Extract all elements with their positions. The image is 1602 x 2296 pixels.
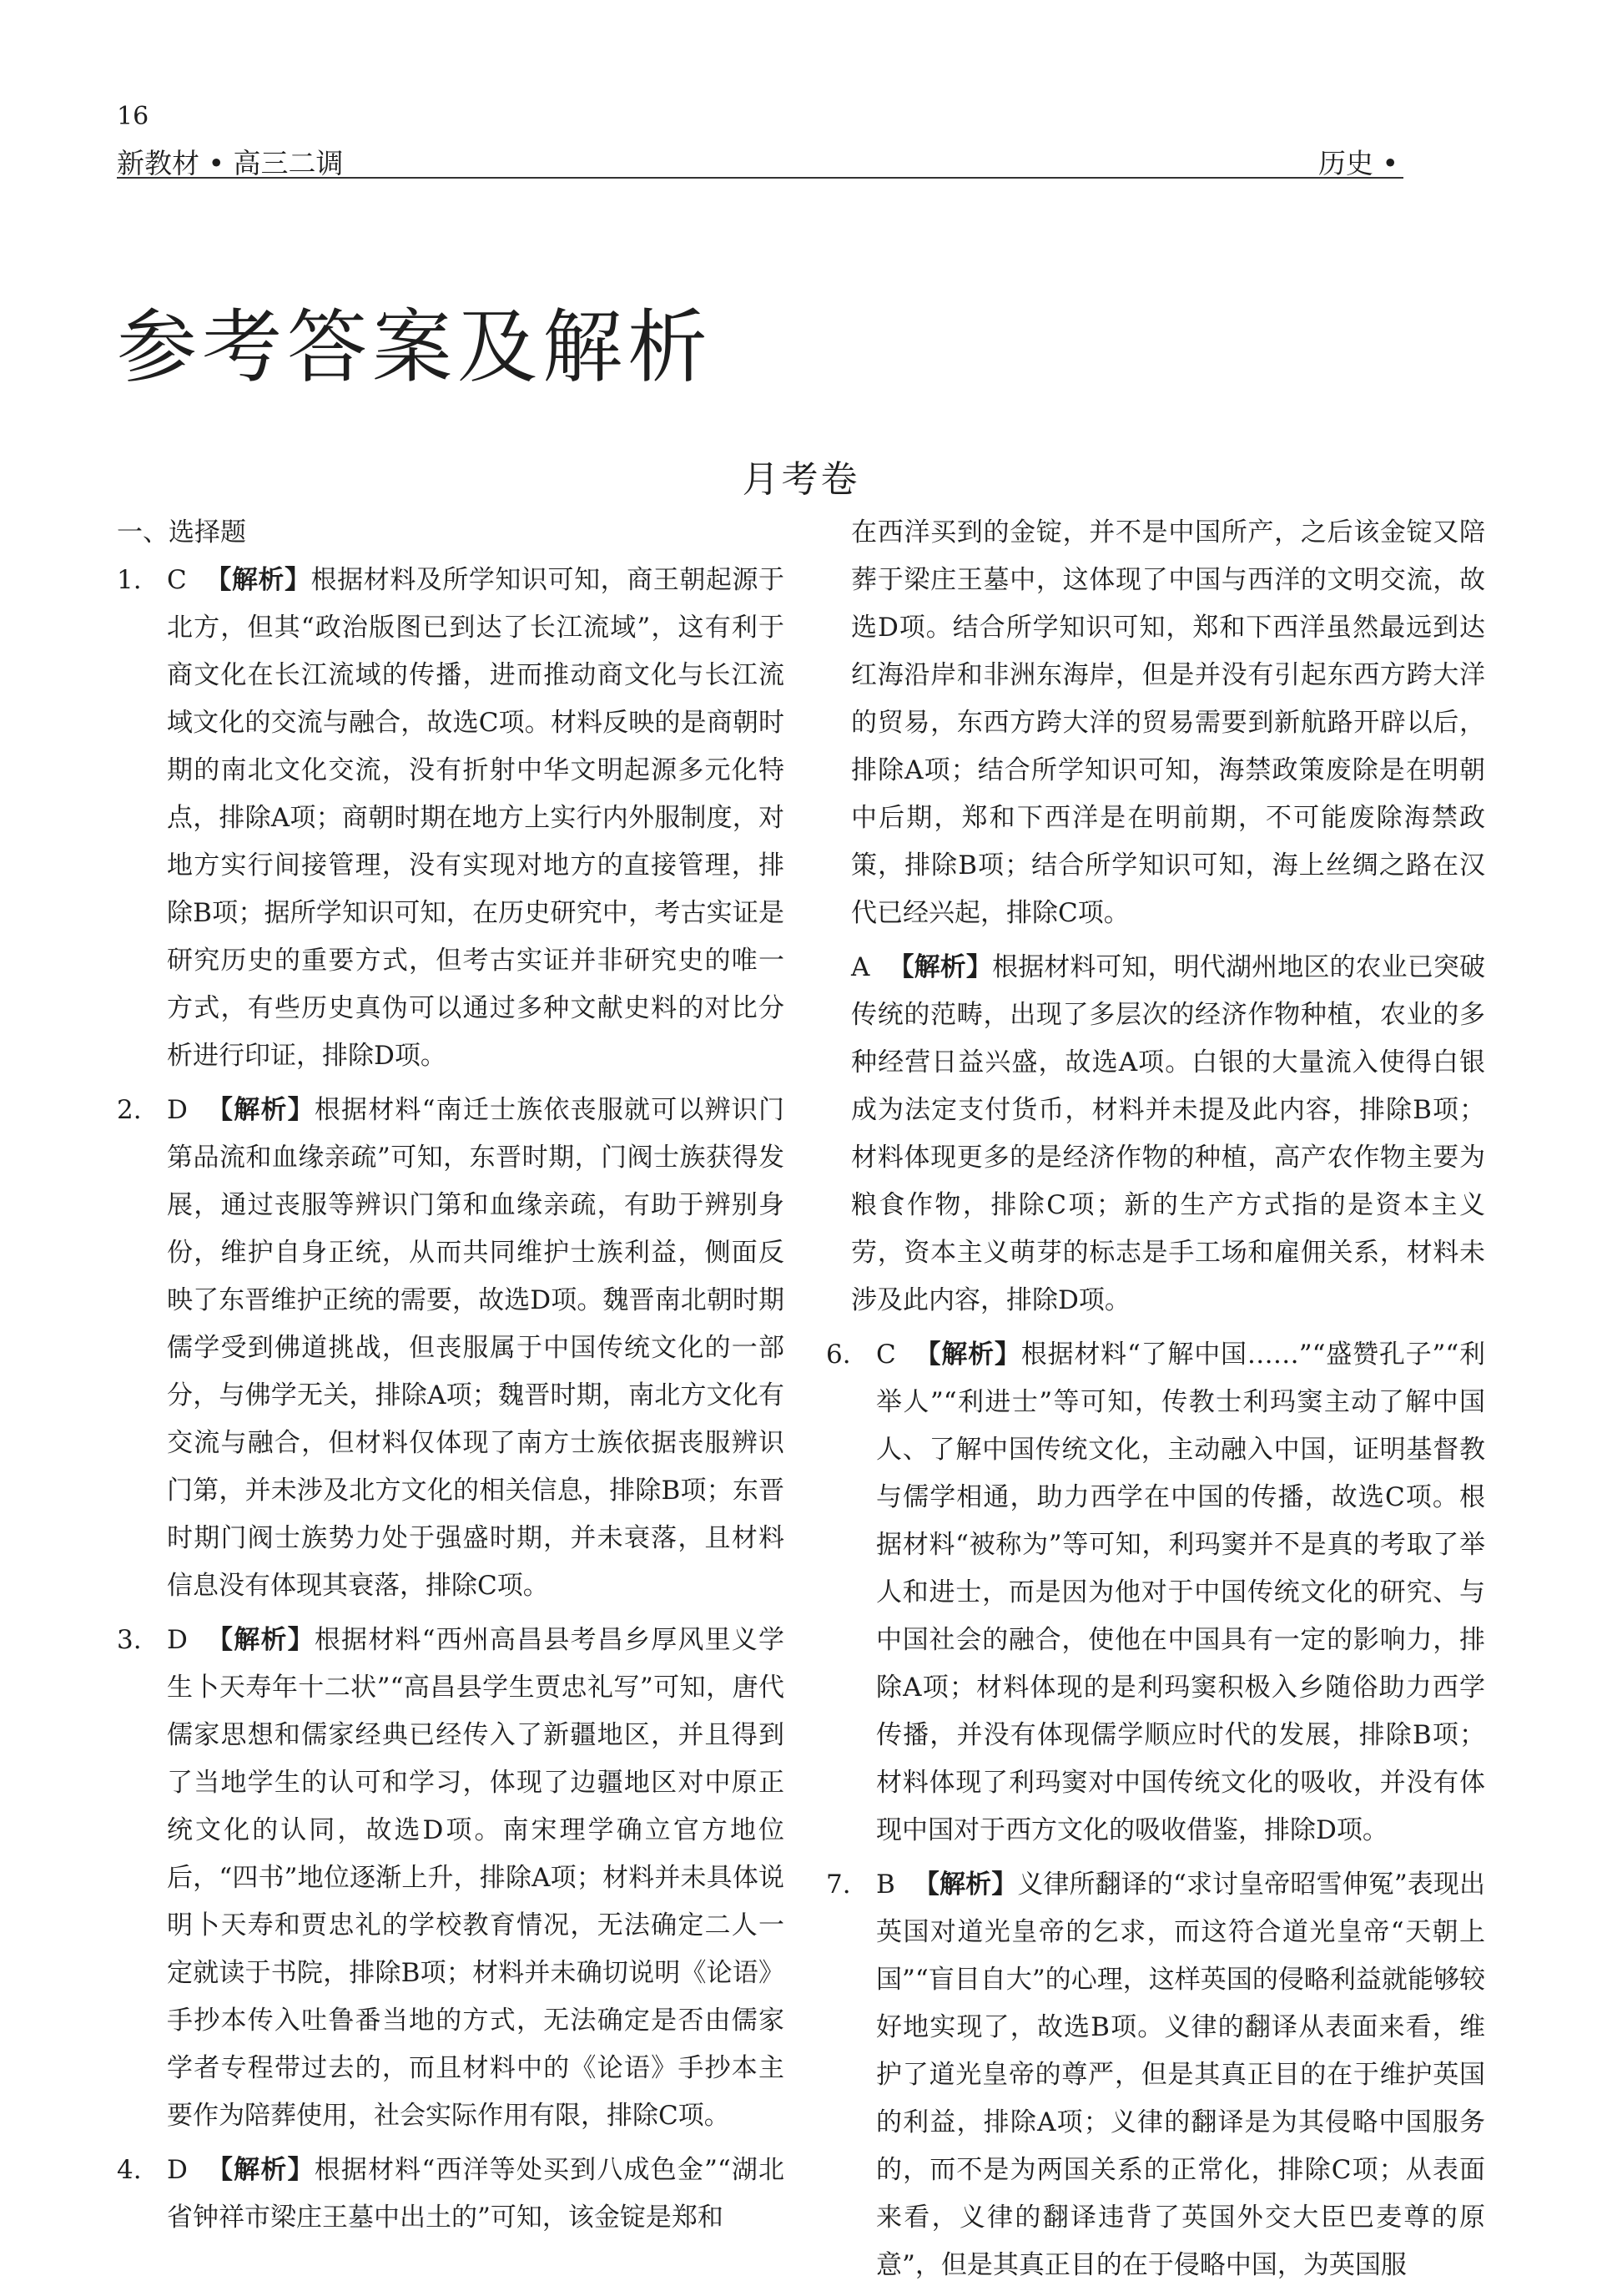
item-explanation: 根据材料“西洋等处买到八成色金”“湖北省钟祥市梁庄王墓中出土的”可知，该金锭是郑和 <box>167 2155 785 2233</box>
answer-item-continued <box>826 509 1485 937</box>
page-title: 参考答案及解析 <box>117 300 713 394</box>
item-answer: C <box>876 1340 896 1370</box>
item-number: 2. <box>117 1095 142 1125</box>
running-header <box>117 142 1403 179</box>
item-answer: D <box>167 2155 188 2185</box>
analysis-tag: 【解析】 <box>913 1870 1018 1900</box>
item-explanation: 根据材料“了解中国……”“盛赞孔子”“利举人”“利进士”等可知，传教士利玛窦主动了解中国人、了解中国传统文化，主动融入中国，证明基督教与儒学相通，助力西学在中国的传播，故选C项。根据材料“被称为”等可知，利玛窦并不是真的考取了举人和进士，而是因为他对于中国传统文化的研究、与中国社会的融合，使他在中国具有一定的影响力，排除A项；材料体现的是利玛窦积极入乡随俗助力西学传播，并没有体现儒学顺应时代的发展，排除B项；材料体现了利玛窦对中国传统文化的吸收，并没有体现中国对于西方文化的吸收借鉴，排除D项。 <box>876 1340 1486 1845</box>
analysis-tag: 【解析】 <box>205 2155 315 2185</box>
analysis-tag: 【解析】 <box>205 1625 315 1655</box>
right-column <box>826 509 1485 2296</box>
item-explanation: 根据材料及所学知识可知，商王朝起源于北方，但其“政治版图已到达了长江流域”，这有利于商文化在长江流域的传播，进而推动商文化与长江流域文化的交流与融合，故选C项。材料反映的是商朝时期的南北文化交流，没有折射中华文明起源多元化特点，排除A项；商朝时期在地方上实行内外服制度，对地方实行间接管理，没有实现对地方的直接管理，排除B项；据所学知识可知，在历史研究中，考古实证是研究历史的重要方式，但考古实证并非研究史的唯一方式，有些历史真伪可以通过多种文献史料的对比分析进行印证，排除D项。 <box>167 565 785 1071</box>
item-answer: A <box>851 952 870 982</box>
answer-item <box>117 557 784 1080</box>
item-number: 1. <box>117 565 142 595</box>
answer-item <box>826 944 1485 1325</box>
item-answer: C <box>167 565 187 595</box>
analysis-tag: 【解析】 <box>914 1340 1021 1370</box>
page-number: 16 <box>117 102 149 131</box>
section-heading: 一、选择题 <box>117 517 246 548</box>
analysis-tag: 【解析】 <box>205 1095 315 1125</box>
item-explanation: 根据材料“西州高昌县考昌乡厚风里义学生卜天寿年十二状”“高昌县学生贾忠礼写”可知，唐代儒家思想和儒家经典已经传入了新疆地区，并且得到了当地学生的认可和学习，体现了边疆地区对中原正统文化的认同，故选D项。南宋理学确立官方地位后，“四书”地位逐渐上升，排除A项；材料并未具体说明卜天寿和贾忠礼的学校教育情况，无法确定二人一定就读于书院，排除B项；材料并未确切说明《论语》手抄本传入吐鲁番当地的方式，无法确定是否由儒家学者专程带过去的，而且材料中的《论语》手抄本主要作为陪葬使用，社会实际作用有限，排除C项。 <box>167 1625 784 2131</box>
answer-item <box>117 1617 784 2140</box>
item-explanation: 根据材料“南迁士族依丧服就可以辨识门第品流和血缘亲疏”可知，东晋时期，门阀士族获得发展，通过丧服等辨识门第和血缘亲疏，有助于辨别身份，维护自身正统，从而共同维护士族利益，侧面反映了东晋维护正统的需要，故选D项。魏晋南北朝时期儒学受到佛道挑战，但丧服属于中国传统文化的一部分，与佛学无关，排除A项；魏晋时期，南北方文化有交流与融合，但材料仅体现了南方士族依据丧服辨识门第，并未涉及北方文化的相关信息，排除B项；东晋时期门阀士族势力处于强盛时期，并未衰落，且材料信息没有体现其衰落，排除C项。 <box>167 1095 784 1601</box>
section-title: 月考卷 <box>742 458 860 501</box>
header-left: 新教材 • 高三二调 <box>117 147 344 179</box>
answer-item <box>826 1331 1485 1854</box>
item-answer: D <box>167 1625 188 1655</box>
left-column <box>117 509 784 2248</box>
answer-item <box>117 2147 784 2242</box>
analysis-tag: 【解析】 <box>888 952 992 982</box>
item-explanation: 根据材料可知，明代湖州地区的农业已突破传统的范畴，出现了多层次的经济作物种植，农业的多种经营日益兴盛，故选A项。白银的大量流入使得白银成为法定支付货币，材料并未提及此内容，排除B项；材料体现更多的是经济作物的种植，高产农作物主要为粮食作物，排除C项；新的生产方式指的是资本主义劳，资本主义萌芽的标志是手工场和雇佣关系，材料未涉及此内容，排除D项。 <box>851 952 1486 1315</box>
item-explanation: 在西洋买到的金锭，并不是中国所产，之后该金锭又陪葬于梁庄王墓中，这体现了中国与西洋的文明交流，故选D项。结合所学知识可知，郑和下西洋虽然最远到达红海沿岸和非洲东海岸，但是并没有引起东西方跨大洋的贸易，东西方跨大洋的贸易需要到新航路开辟以后，排除A项；结合所学知识可知，海禁政策废除是在明朝中后期，郑和下西洋是在明前期，不可能废除海禁政策，排除B项；结合所学知识可知，海上丝绸之路在汉代已经兴起，排除C项。 <box>851 517 1485 928</box>
header-right: 历史 • <box>1318 147 1398 179</box>
item-number: 3. <box>117 1625 142 1655</box>
item-number: 6. <box>826 1340 851 1370</box>
answer-item <box>117 1087 784 1610</box>
item-answer: B <box>876 1870 895 1900</box>
answer-item <box>826 1861 1485 2289</box>
item-number: 7. <box>826 1870 851 1900</box>
item-number: 4. <box>117 2155 142 2185</box>
item-answer: D <box>167 1095 188 1125</box>
item-explanation: 义律所翻译的“求讨皇帝昭雪伸冤”表现出英国对道光皇帝的乞求，而这符合道光皇帝“天朝上国”“盲目自大”的心理，这样英国的侵略利益就能够较好地实现了，故选B项。义律的翻译从表面来看，维护了道光皇帝的尊严，但是其真正目的在于维护英国的利益，排除A项；义律的翻译是为其侵略中国服务的，而不是为两国关系的正常化，排除C项；从表面来看，义律的翻译违背了英国外交大臣巴麦尊的原意”，但是其真正目的在于侵略中国，为英国服 <box>876 1870 1485 2280</box>
analysis-tag: 【解析】 <box>204 565 311 595</box>
